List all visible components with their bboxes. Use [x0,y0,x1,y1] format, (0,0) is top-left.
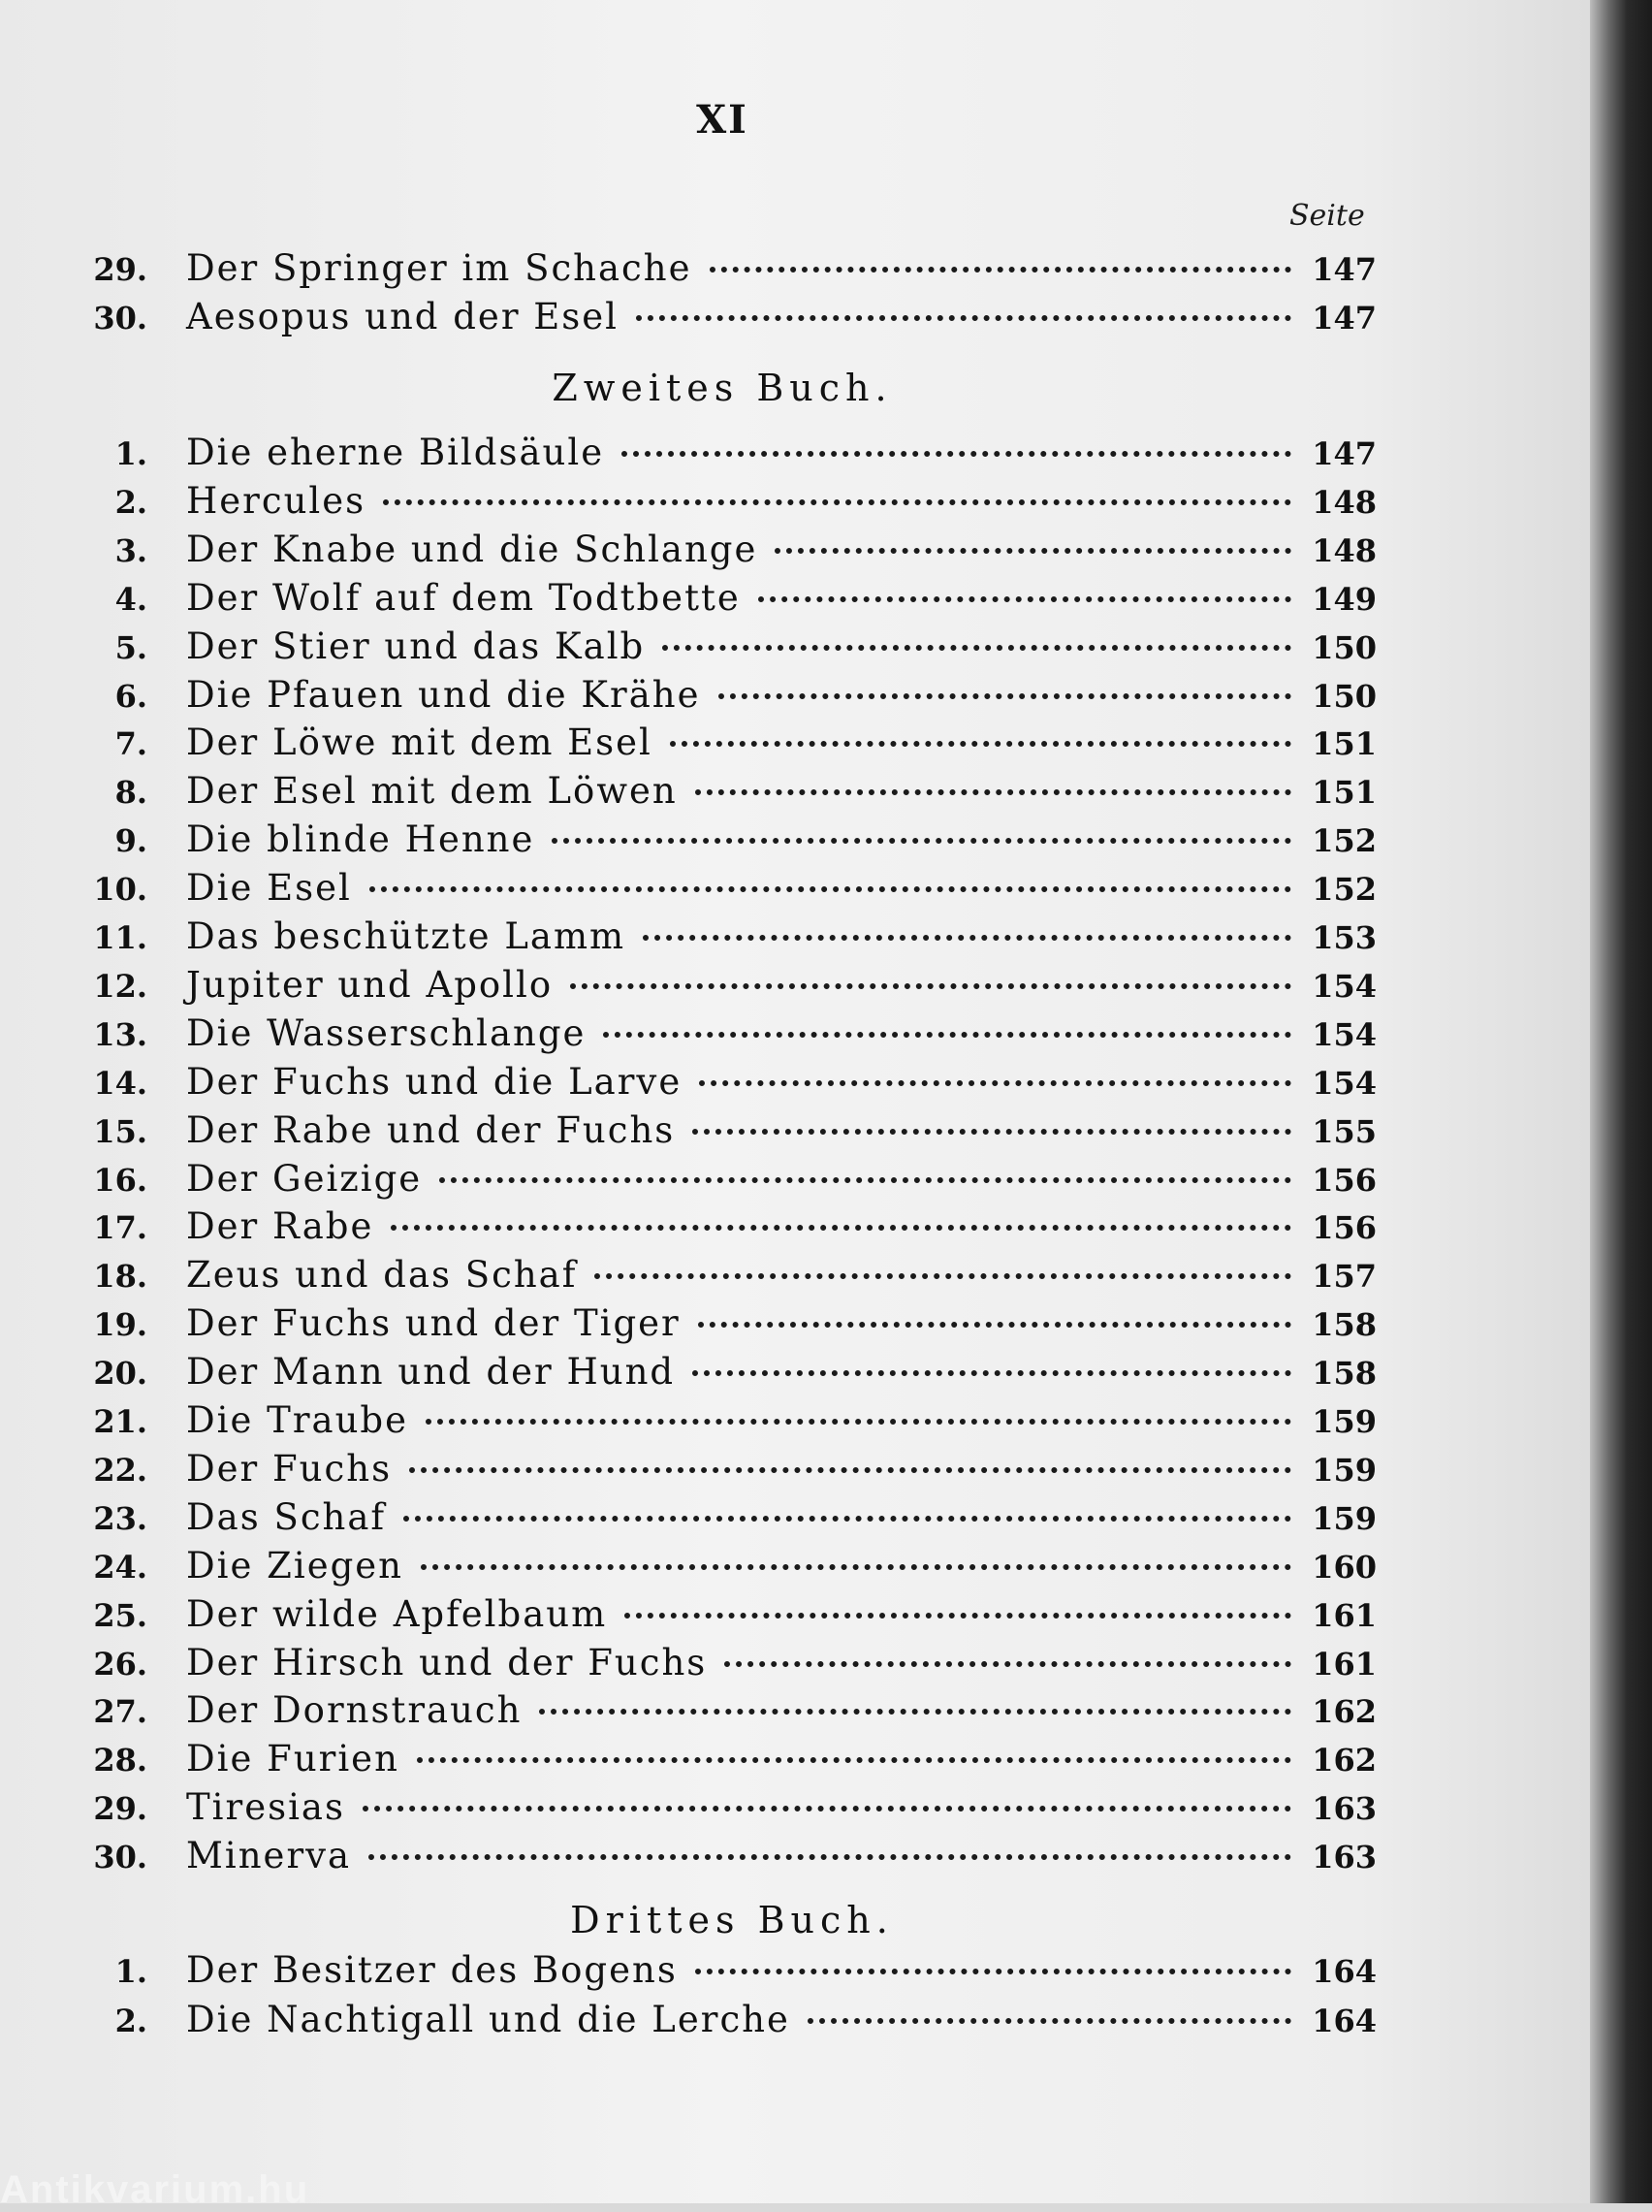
toc-entry [87,1254,1377,1297]
toc-entry [87,770,1377,813]
toc-entry [87,1689,1377,1732]
dot-leader [594,1273,1291,1279]
toc-entry [87,915,1377,958]
dot-leader [383,499,1291,505]
entry-number: 23. [93,1499,147,1537]
entry-title: Jupiter und Apollo [186,963,554,1006]
entry-number: 8. [114,774,147,812]
dot-leader [409,1467,1291,1473]
entry-title: Die Traube [186,1399,408,1441]
toc-entry [87,1061,1377,1104]
entry-page-number: 151 [1312,774,1377,812]
entry-number: 11. [93,919,147,956]
dot-leader [662,645,1291,651]
page-number: XI [696,97,748,143]
entry-number: 2. [114,483,147,521]
entry-title: Die Ziegen [186,1544,404,1587]
entry-page-number: 156 [1312,1161,1377,1199]
entry-title: Die Wasserschlange [186,1011,587,1054]
entry-title: Zeus und das Schaf [186,1254,578,1297]
toc-entry [87,818,1377,861]
entry-number: 1. [114,435,147,472]
entry-title: Der Fuchs [186,1447,393,1490]
toc-entry [87,1642,1377,1684]
entry-number: 4. [114,580,147,618]
entry-title: Der Esel mit dem Löwen [186,770,678,813]
dot-leader [624,1613,1291,1619]
entry-page-number: 163 [1312,1790,1377,1828]
entry-number: 16. [93,1161,147,1199]
entry-number: 15. [93,1112,147,1150]
toc-entry [87,721,1377,764]
dot-leader [603,1032,1291,1038]
toc-entry [87,964,1377,1007]
entry-title: Minerva [186,1835,352,1877]
dot-leader [570,983,1291,989]
entry-title: Tiresias [186,1786,345,1829]
dot-leader [692,1129,1291,1135]
entry-number: 25. [93,1596,147,1634]
toc-entry [87,1302,1377,1345]
toc-entry [87,480,1377,523]
entry-page-number: 150 [1312,677,1377,715]
toc-entry [87,1496,1377,1539]
entry-page-number: 159 [1312,1451,1377,1489]
entry-page-number: 158 [1312,1355,1377,1393]
dot-leader [695,789,1291,795]
toc-entry [87,432,1377,474]
dot-leader [699,1080,1291,1086]
entry-number: 30. [93,300,147,337]
entry-page-number: 157 [1312,1258,1377,1296]
entry-page-number: 161 [1312,1645,1377,1683]
entry-number: 9. [114,822,147,860]
entry-page-number: 160 [1312,1548,1377,1586]
entry-number: 17. [93,1209,147,1247]
entry-page-number: 148 [1312,483,1377,521]
toc-entry [87,1786,1377,1829]
dot-leader [621,451,1291,457]
entry-page-number: 150 [1312,628,1377,666]
entry-page-number: 147 [1312,300,1377,337]
section-heading-drittes-buch: Drittes Buch. [570,1899,894,1941]
entry-page-number: 148 [1312,531,1377,569]
entry-title: Der Löwe mit dem Esel [186,721,652,764]
entry-number: 24. [93,1548,147,1586]
entry-page-number: 154 [1312,967,1377,1005]
entry-page-number: 154 [1312,1064,1377,1102]
entry-page-number: 152 [1312,871,1377,909]
dot-leader [636,315,1291,321]
entry-number: 2. [114,2003,147,2039]
entry-page-number: 147 [1312,251,1377,288]
entry-number: 27. [93,1693,147,1731]
toc-entry [87,1351,1377,1394]
entry-title: Der Mann und der Hund [186,1351,676,1394]
dot-leader [426,1419,1291,1425]
column-header-seite: Seite [1289,199,1365,233]
toc-entry [87,1158,1377,1201]
section-heading-zweites-buch: Zweites Buch. [552,367,893,409]
toc-entry [87,247,1377,290]
entry-title: Das Schaf [186,1495,387,1538]
entry-title: Die Esel [186,867,352,910]
watermark: Antikvarium.hu [0,2168,310,2211]
entry-title: Der Fuchs und der Tiger [186,1302,681,1345]
entry-number: 6. [114,677,147,715]
dot-leader [369,886,1291,892]
entry-number: 7. [114,725,147,763]
entry-title: Der Rabe und der Fuchs [186,1108,676,1151]
entry-number: 5. [114,628,147,666]
entry-number: 29. [93,1790,147,1828]
entry-title: Der Dornstrauch [186,1689,523,1732]
entry-title: Der Knabe und die Schlange [186,528,758,570]
entry-page-number: 147 [1312,435,1377,472]
dot-leader [758,596,1291,602]
toc-entry [87,529,1377,571]
entry-number: 28. [93,1742,147,1779]
entry-title: Der Springer im Schache [186,247,692,289]
toc-entry [87,1738,1377,1780]
entry-page-number: 162 [1312,1742,1377,1779]
entry-number: 19. [93,1306,147,1344]
dot-leader [403,1516,1291,1522]
dot-leader [368,1854,1291,1860]
dot-leader [808,2018,1291,2024]
entry-title: Die Pfauen und die Krähe [186,673,701,716]
entry-title: Der Hirsch und der Fuchs [186,1641,708,1683]
entry-number: 22. [93,1451,147,1489]
toc-entry [87,1205,1377,1248]
entry-title: Der Stier und das Kalb [186,625,646,667]
toc-entry [87,1399,1377,1442]
entry-number: 21. [93,1403,147,1440]
entry-title: Die Furien [186,1738,399,1780]
entry-number: 3. [114,531,147,569]
entry-number: 13. [93,1015,147,1053]
entry-page-number: 154 [1312,1015,1377,1053]
entry-page-number: 158 [1312,1306,1377,1344]
toc-entry [87,867,1377,910]
entry-page-number: 164 [1312,1953,1377,1990]
dot-leader [421,1564,1291,1570]
dot-leader [695,1969,1291,1974]
entry-page-number: 156 [1312,1209,1377,1247]
entry-page-number: 161 [1312,1596,1377,1634]
entry-number: 10. [93,871,147,909]
entry-title: Der Wolf auf dem Todtbette [186,576,741,619]
toc-entry [87,1448,1377,1491]
entry-page-number: 164 [1312,2003,1377,2039]
entry-title: Hercules [186,479,366,522]
dot-leader [718,693,1291,699]
entry-title: Der Fuchs und die Larve [186,1060,683,1103]
dot-leader [643,935,1291,941]
entry-title: Aesopus und der Esel [186,296,620,337]
dot-leader [698,1322,1291,1328]
entry-title: Der Geizige [186,1157,423,1200]
entry-number: 18. [93,1258,147,1296]
toc-entry [87,1949,1377,1992]
toc-entry [87,625,1377,668]
dot-leader [670,741,1291,747]
dot-leader [417,1757,1291,1763]
dot-leader [391,1225,1291,1231]
dot-leader [775,548,1291,554]
entry-title: Die Nachtigall und die Lerche [186,1999,790,2040]
entry-page-number: 163 [1312,1839,1377,1876]
entry-page-number: 162 [1312,1693,1377,1731]
entry-title: Die blinde Henne [186,818,535,861]
toc-entry [87,1012,1377,1055]
dot-leader [439,1177,1291,1183]
dot-leader [710,267,1291,272]
toc-entry [87,1545,1377,1587]
toc-entry [87,674,1377,717]
toc-entry [87,1999,1377,2041]
toc-entry [87,1593,1377,1636]
entry-page-number: 159 [1312,1499,1377,1537]
entry-number: 20. [93,1355,147,1393]
entry-page-number: 152 [1312,822,1377,860]
entry-number: 1. [114,1953,147,1990]
entry-page-number: 159 [1312,1403,1377,1440]
entry-title: Der Rabe [186,1205,374,1248]
dot-leader [724,1661,1291,1667]
entry-title: Der Besitzer des Bogens [186,1949,678,1991]
entry-number: 12. [93,967,147,1005]
dot-leader [692,1370,1291,1376]
toc-entry [87,577,1377,620]
entry-page-number: 155 [1312,1112,1377,1150]
book-binding [1590,0,1652,2203]
entry-number: 26. [93,1645,147,1683]
dot-leader [552,838,1291,844]
entry-number: 30. [93,1839,147,1876]
entry-page-number: 151 [1312,725,1377,763]
entry-page-number: 149 [1312,580,1377,618]
dot-leader [539,1709,1291,1715]
toc-entry [87,1835,1377,1877]
entry-title: Das beschützte Lamm [186,915,626,957]
entry-number: 29. [93,251,147,288]
entry-number: 14. [93,1064,147,1102]
toc-entry [87,296,1377,338]
entry-page-number: 153 [1312,919,1377,956]
toc-entry [87,1109,1377,1152]
dot-leader [363,1806,1291,1811]
entry-title: Die eherne Bildsäule [186,432,605,473]
entry-title: Der wilde Apfelbaum [186,1592,608,1635]
